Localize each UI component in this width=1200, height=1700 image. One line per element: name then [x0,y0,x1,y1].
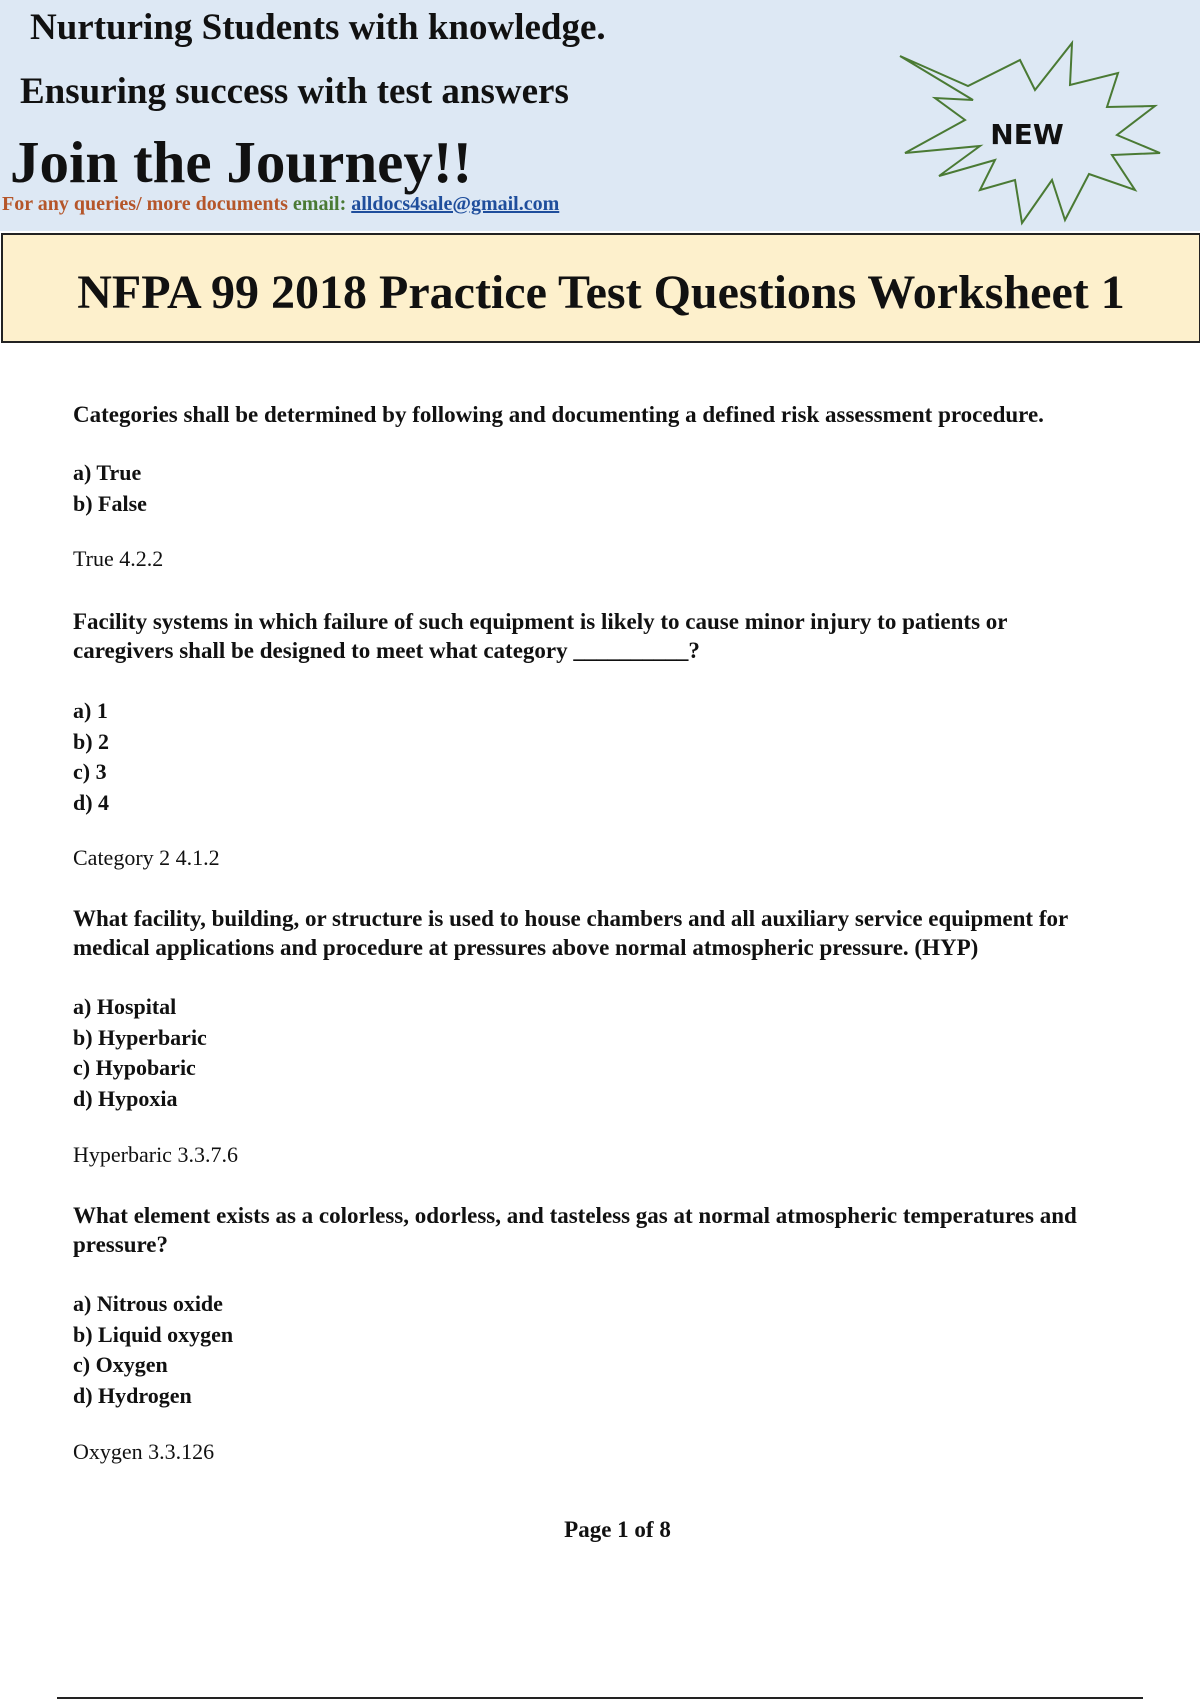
question-1 [73,400,1153,429]
title-box [1,233,1200,343]
option: c) Oxygen [73,1352,168,1377]
answer-1: True 4.2.2 [73,546,164,571]
page-title: NFPA 99 2018 Practice Test Questions Worksheet 1 [77,266,1125,319]
new-starburst-badge [895,38,1165,228]
options-list-1 [73,458,1153,519]
question-line: What facility, building, or structure is used to house chambers and all auxiliary service equipment for [73,906,1069,931]
option: d) Hypoxia [73,1085,178,1111]
option: b) False [73,490,147,516]
option: a) Nitrous oxide [73,1291,223,1316]
question-3 [73,904,1153,962]
contact-email-label: email: [292,193,347,215]
question-line: Facility systems in which failure of such equipment is likely to cause minor injury to patients or [73,609,1008,634]
options-list-4 [73,1289,1153,1411]
contact-line [2,193,559,216]
option: a) True [73,460,142,485]
footer-rule [57,1697,1143,1699]
tagline-nurturing: Nurturing Students with knowledge. [30,7,606,48]
option: b) Hyperbaric [73,1024,207,1050]
answer-2: Category 2 4.1.2 [73,845,220,870]
option: b) Liquid oxygen [73,1321,234,1347]
page-number: Page 1 of 8 [564,1517,671,1542]
header-banner [0,0,1200,231]
tagline-ensuring: Ensuring success with test answers [20,71,569,112]
contact-email-link[interactable]: alldocs4sale@gmail.com [351,193,560,215]
option: a) Hospital [73,994,177,1019]
answer-3: Hyperbaric 3.3.7.6 [73,1142,238,1167]
option: a) 1 [73,698,108,723]
options-list-3 [73,992,1153,1114]
question-line: What element exists as a colorless, odorless, and tasteless gas at normal atmospheric temperatures and [73,1203,1077,1228]
question-2 [73,607,1153,665]
new-badge-label: NEW [990,118,1064,151]
question-4 [73,1201,1153,1259]
option: d) 4 [73,789,110,815]
tagline-join: Join the Journey!! [10,129,473,195]
question-line: caregivers shall be designed to meet what category __________? [73,638,700,663]
question-text: Categories shall be determined by following and documenting a defined risk assessment procedure. [73,402,1044,427]
options-list-2 [73,696,1153,818]
option: c) 3 [73,759,107,784]
contact-prefix: For any queries/ more documents [2,193,288,215]
option: b) 2 [73,728,110,754]
option: d) Hydrogen [73,1382,192,1408]
question-line: pressure? [73,1232,168,1257]
question-line: medical applications and procedure at pressures above normal atmospheric pressure. (HYP) [73,935,979,960]
option: c) Hypobaric [73,1055,196,1080]
answer-4: Oxygen 3.3.126 [73,1439,215,1464]
